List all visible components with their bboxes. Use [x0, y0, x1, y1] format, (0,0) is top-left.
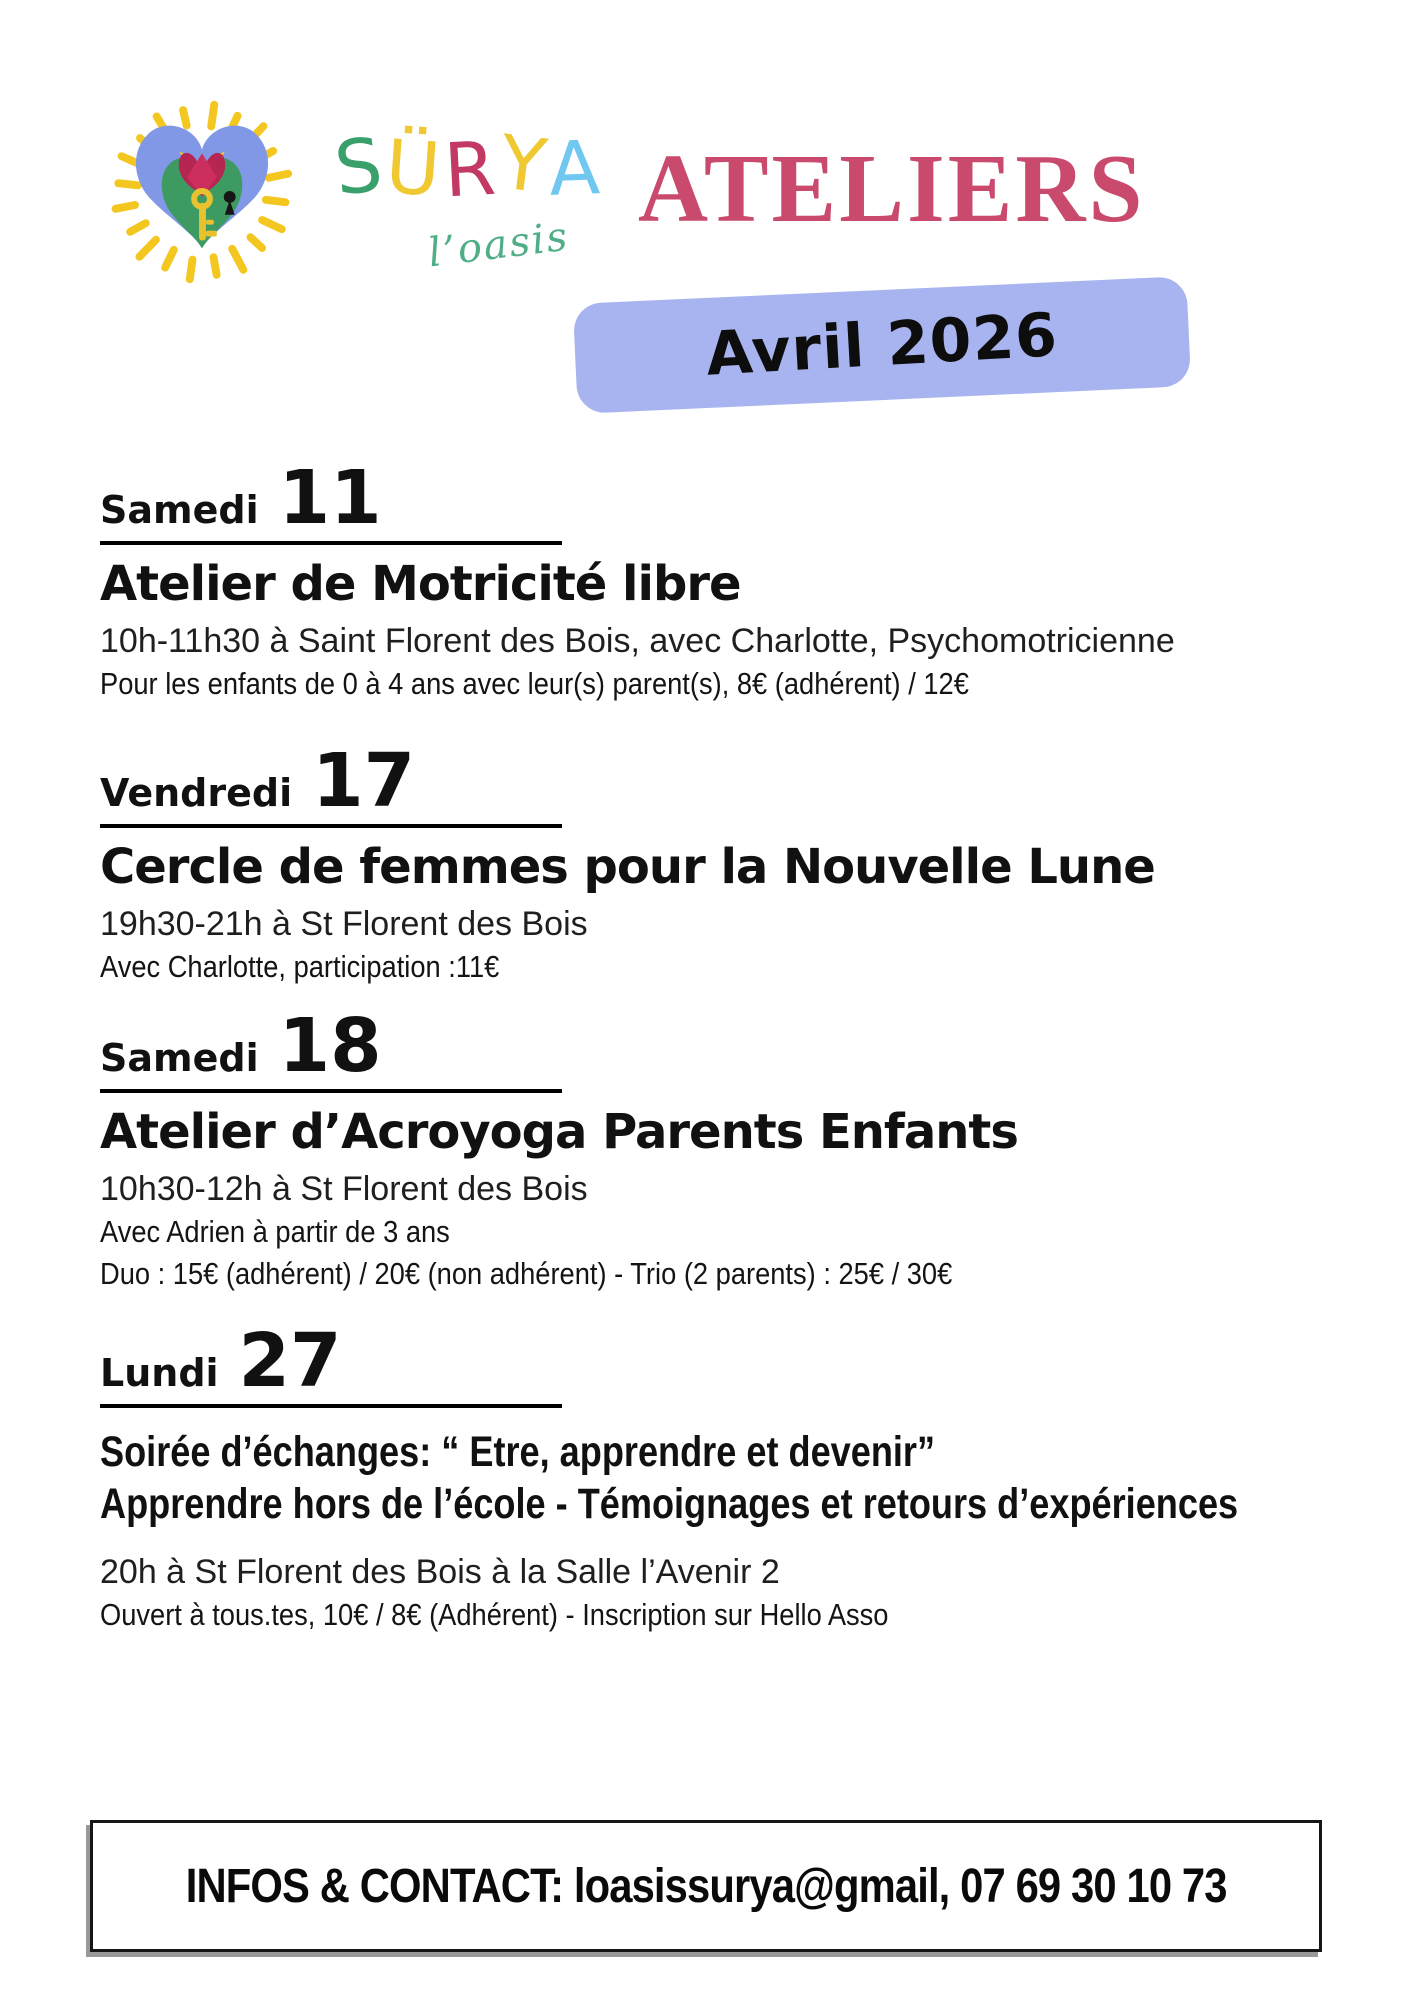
event-detail-line: Avec Adrien à partir de 3 ans — [100, 1214, 450, 1249]
event-detail-line: Avec Charlotte, participation :11€ — [100, 949, 500, 984]
brand-name — [330, 119, 605, 215]
event-day-number: 17 — [312, 738, 416, 824]
contact-box — [90, 1820, 1322, 1952]
date-underline — [100, 541, 562, 545]
month-badge — [573, 276, 1191, 414]
brand-subtitle: l’oasis — [425, 213, 572, 277]
event-section-lundi-27 — [100, 1318, 1360, 1634]
event-detail-line: Pour les enfants de 0 à 4 ans avec leur(s) parent(s), 8€ (adhérent) / 12€ — [100, 666, 969, 701]
brand-letter: R — [442, 125, 502, 215]
event-title — [100, 1426, 1239, 1530]
key-stem-icon — [199, 203, 206, 241]
event-title: Atelier de Motricité libre — [100, 556, 741, 612]
event-day-label: Lundi — [100, 1351, 219, 1395]
event-detail-line: Ouvert à tous.tes, 10€ / 8€ (Adhérent) - Inscription sur Hello Asso — [100, 1597, 889, 1632]
brand-letter: Ü — [382, 124, 447, 214]
key-tooth-1 — [206, 231, 217, 237]
event-section-vendredi-17 — [100, 738, 1360, 986]
event-date — [100, 1318, 1360, 1404]
event-detail-line: 10h-11h30 à Saint Florent des Bois, avec Charlotte, Psychomotricienne — [100, 622, 1175, 660]
event-title-line: Apprendre hors de l’école - Témoignages et retours d’expériences — [100, 1480, 1239, 1528]
page-title: ATELIERS — [638, 135, 1146, 242]
event-date — [100, 455, 1360, 541]
brand-letter: A — [547, 125, 605, 213]
event-day-number: 27 — [238, 1318, 342, 1404]
date-underline — [100, 824, 562, 828]
event-detail-line: 10h30-12h à St Florent des Bois — [100, 1170, 588, 1208]
event-day-label: Samedi — [100, 488, 259, 532]
event-title: Atelier d’Acroyoga Parents Enfants — [100, 1104, 1018, 1160]
date-underline — [100, 1404, 562, 1408]
event-date — [100, 1003, 1360, 1089]
month-badge-label: Avril 2026 — [704, 300, 1060, 390]
date-underline — [100, 1089, 562, 1093]
contact-text: INFOS & CONTACT: loasissurya@gmail, 07 69 30 10 73 — [185, 1859, 1227, 1913]
event-day-number: 18 — [278, 1003, 382, 1089]
key-tooth-2 — [206, 220, 214, 225]
event-title-line: Soirée d’échanges: “ Etre, apprendre et devenir” — [100, 1428, 936, 1476]
event-section-samedi-18 — [100, 1003, 1360, 1293]
surya-heart-logo — [108, 98, 296, 286]
event-detail-line: 20h à St Florent des Bois à la Salle l’Avenir 2 — [100, 1553, 780, 1591]
event-detail-line: 19h30-21h à St Florent des Bois — [100, 905, 588, 943]
event-day-label: Vendredi — [100, 771, 293, 815]
event-title: Cercle de femmes pour la Nouvelle Lune — [100, 839, 1155, 895]
event-day-label: Samedi — [100, 1036, 259, 1080]
event-section-samedi-11 — [100, 455, 1360, 703]
event-date — [100, 738, 1360, 824]
brand-letter: S — [330, 121, 391, 213]
event-day-number: 11 — [278, 455, 382, 541]
event-detail-line: Duo : 15€ (adhérent) / 20€ (non adhérent) - Trio (2 parents) : 25€ / 30€ — [100, 1256, 953, 1291]
brand-letter: Y — [494, 119, 555, 211]
